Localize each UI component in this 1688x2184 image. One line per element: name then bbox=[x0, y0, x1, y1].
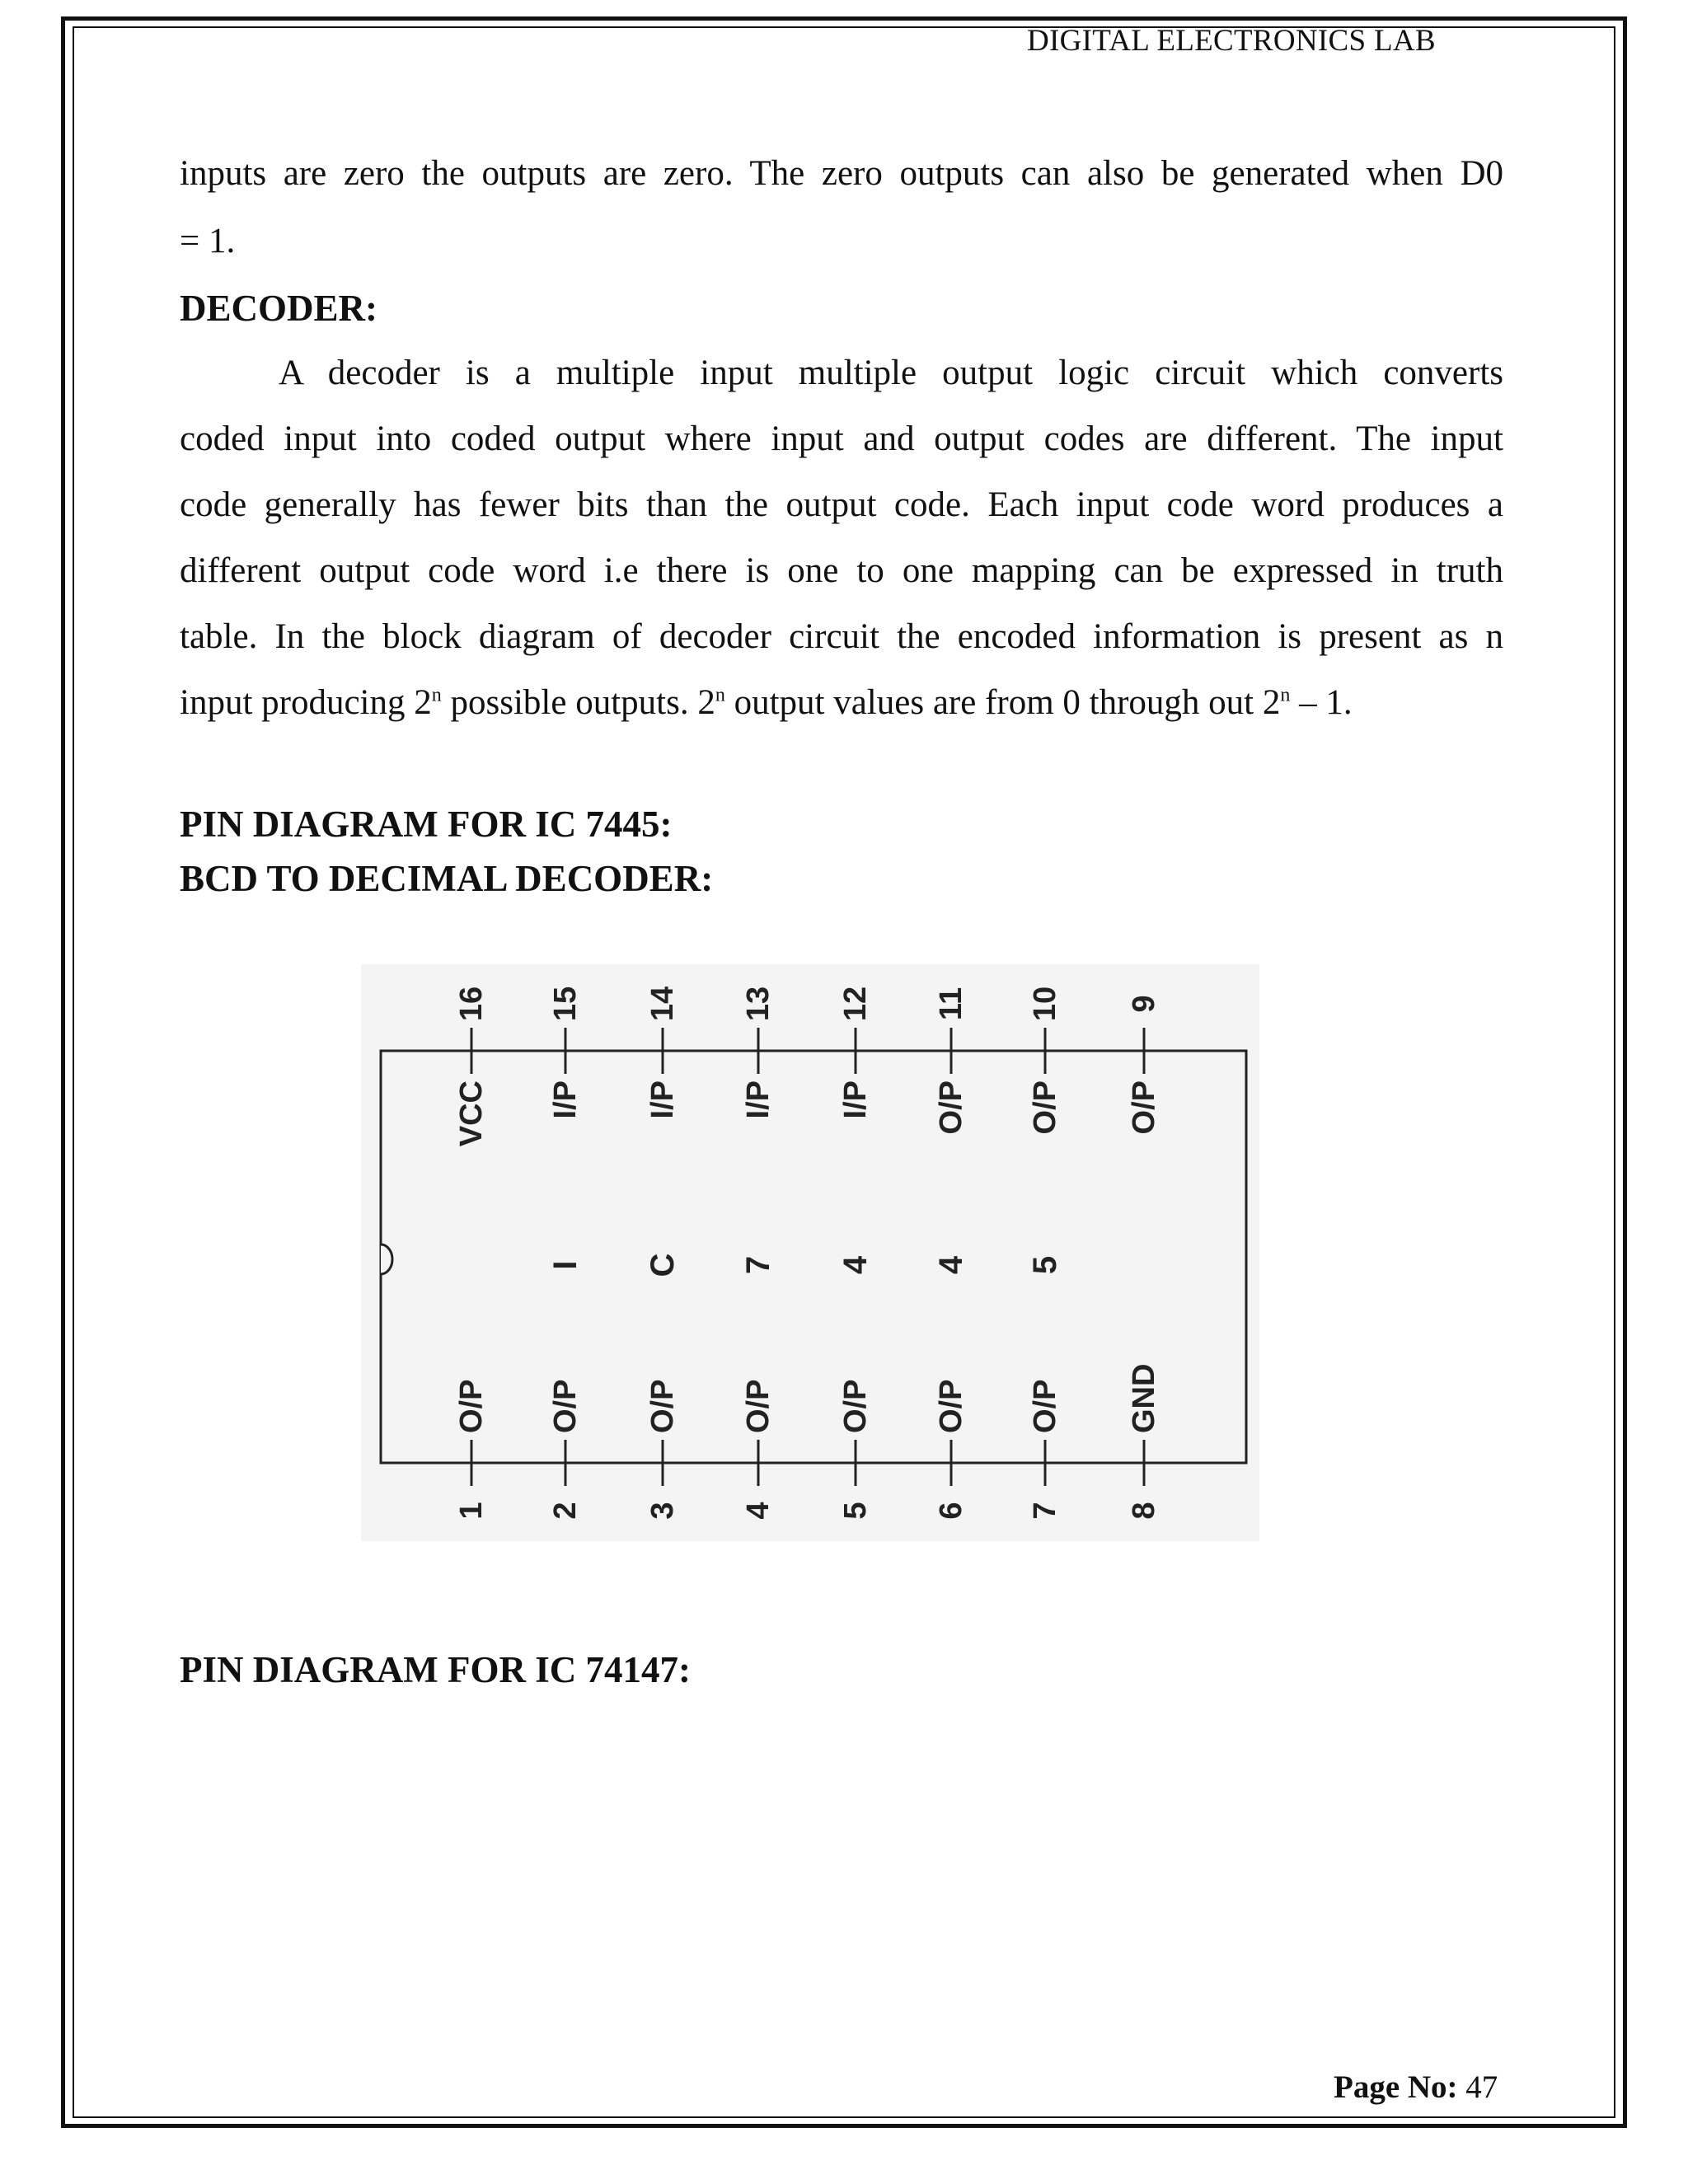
pin-number: 15 bbox=[548, 986, 583, 1022]
pin-number: 5 bbox=[838, 1502, 873, 1520]
text-fragment: input producing 2 bbox=[180, 683, 432, 722]
pin-number: 14 bbox=[645, 986, 680, 1022]
pin-label: VCC bbox=[454, 1080, 489, 1147]
pin-label: GND bbox=[1127, 1363, 1161, 1433]
chip-name-char: C bbox=[645, 1253, 681, 1277]
pin-number: 11 bbox=[934, 987, 968, 1021]
pin-number: 6 bbox=[934, 1502, 968, 1520]
bcd-decoder-heading: BCD TO DECIMAL DECODER: bbox=[180, 858, 714, 899]
decoder-line: coded input into coded output where input and output codes are different. The input bbox=[180, 419, 1503, 458]
pin-number: 2 bbox=[548, 1502, 583, 1520]
pin-label: O/P bbox=[1127, 1080, 1161, 1135]
pin-label: I/P bbox=[645, 1080, 680, 1119]
pin-label: O/P bbox=[741, 1379, 776, 1433]
pin-label: O/P bbox=[934, 1379, 968, 1433]
pin-label: I/P bbox=[838, 1080, 873, 1119]
pin-label: O/P bbox=[838, 1379, 873, 1433]
text-fragment: – 1. bbox=[1290, 683, 1353, 722]
pin-diagram-7445-heading: PIN DIAGRAM FOR IC 7445: bbox=[180, 804, 673, 845]
text-fragment: possible outputs. 2 bbox=[441, 683, 715, 722]
pin-number: 7 bbox=[1028, 1502, 1062, 1520]
pin-number: 4 bbox=[741, 1502, 776, 1520]
ic-7445-pin-diagram bbox=[361, 964, 1259, 1545]
pin-number: 12 bbox=[838, 986, 873, 1022]
pin-label: O/P bbox=[548, 1379, 583, 1433]
pin-number: 1 bbox=[454, 1502, 489, 1520]
pin-label: I/P bbox=[548, 1080, 583, 1119]
pin-label: O/P bbox=[454, 1379, 489, 1433]
pin-number: 9 bbox=[1127, 995, 1161, 1013]
pin-number: 16 bbox=[454, 986, 489, 1022]
pin-label: O/P bbox=[1028, 1080, 1062, 1135]
running-header: DIGITAL ELECTRONICS LAB bbox=[1027, 24, 1436, 58]
pin-label: I/P bbox=[741, 1080, 776, 1119]
chip-name-char: 5 bbox=[1027, 1255, 1063, 1275]
pin-number: 13 bbox=[741, 986, 776, 1022]
chip-name-char: 4 bbox=[933, 1255, 969, 1275]
superscript: n bbox=[1280, 684, 1291, 706]
ic-pin-diagram-svg bbox=[361, 964, 1259, 1541]
pin-label: O/P bbox=[645, 1379, 680, 1433]
pin-number: 3 bbox=[645, 1502, 680, 1520]
text-fragment: output values are from 0 through out 2 bbox=[724, 683, 1281, 722]
chip-name-char: 4 bbox=[837, 1255, 874, 1275]
decoder-heading: DECODER: bbox=[180, 288, 378, 329]
pin-label: O/P bbox=[934, 1080, 968, 1135]
page-number-label: Page No: bbox=[1334, 2069, 1458, 2105]
chip-name-char: 7 bbox=[740, 1255, 776, 1275]
superscript: n bbox=[715, 684, 725, 706]
pin-label: O/P bbox=[1028, 1379, 1062, 1433]
pin-diagram-74147-heading: PIN DIAGRAM FOR IC 74147: bbox=[180, 1649, 691, 1690]
decoder-line: table. In the block diagram of decoder circuit the encoded information is present as n bbox=[180, 617, 1503, 656]
decoder-line: A decoder is a multiple input multiple output logic circuit which converts bbox=[279, 354, 1503, 392]
intro-line-2: = 1. bbox=[180, 222, 236, 260]
decoder-line: code generally has fewer bits than the output code. Each input code word produces a bbox=[180, 485, 1503, 524]
superscript: n bbox=[431, 684, 442, 706]
pin-number: 10 bbox=[1028, 986, 1062, 1022]
page-number-value: 47 bbox=[1465, 2069, 1498, 2105]
intro-line-1: inputs are zero the outputs are zero. The zero outputs can also be generated when D0 bbox=[180, 154, 1503, 193]
decoder-line-last bbox=[180, 682, 1353, 723]
chip-name-char: I bbox=[547, 1260, 584, 1270]
decoder-line: different output code word i.e there is one to one mapping can be expressed in truth bbox=[180, 551, 1503, 590]
pin-number: 8 bbox=[1127, 1502, 1161, 1520]
page-number bbox=[1334, 2069, 1498, 2106]
